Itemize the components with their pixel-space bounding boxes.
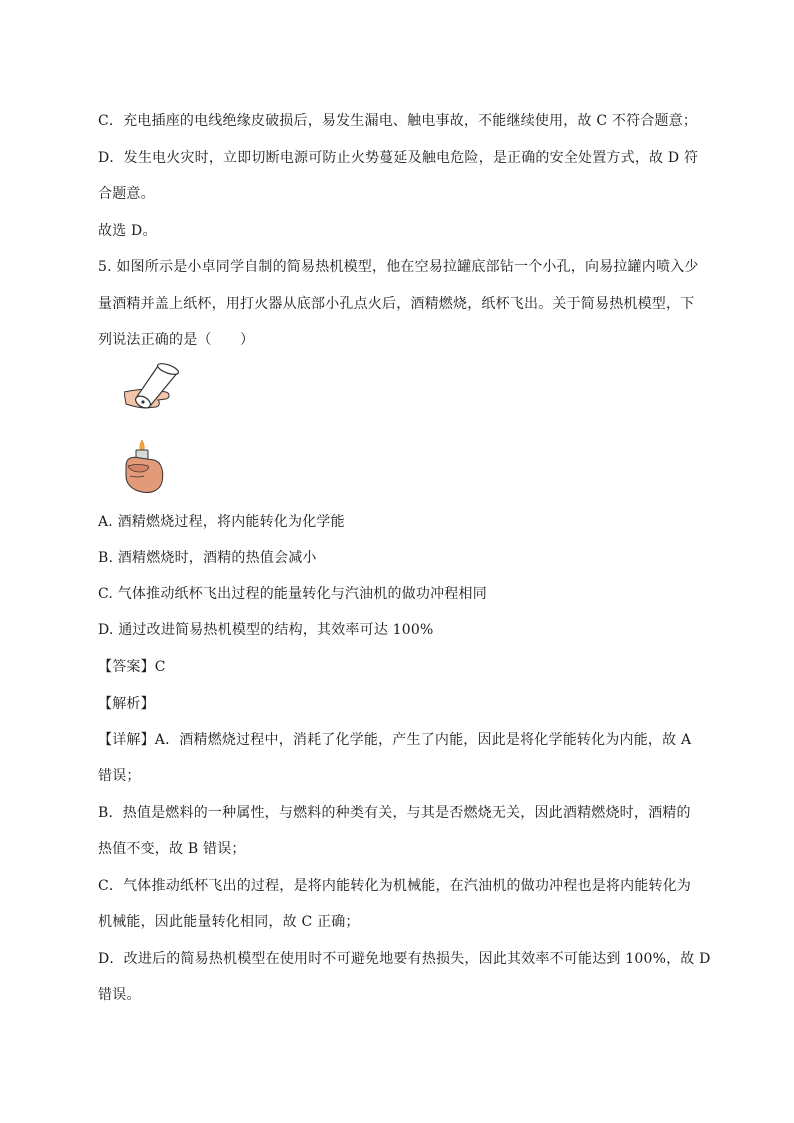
answer-d-text-line1: D．发生电火灾时，立即切断电源可防止火势蔓延及触电危险，是正确的安全处置方式，故 D 符 (98, 150, 699, 166)
fist-icon (126, 457, 163, 492)
analysis-heading: 【解析】 (98, 696, 155, 712)
answer-label: 【答案】C (98, 659, 166, 675)
detail-a-line1: 【详解】A．酒精燃烧过程中，消耗了化学能，产生了内能，因此是将化学能转化为内能，故 A (98, 732, 692, 748)
heat-engine-model-figure (124, 362, 196, 496)
detail-c-line2: 机械能，因此能量转化相同，故 C 正确； (98, 914, 360, 930)
answer-d-text-line2: 合题意。 (98, 186, 155, 202)
option-c: C. 气体推动纸杯飞出过程的能量转化与汽油机的做功冲程相同 (98, 586, 487, 602)
option-d: D. 通过改进简易热机模型的结构，其效率可达 100% (98, 622, 434, 638)
answer-c-text: C．充电插座的电线绝缘皮破损后，易发生漏电、触电事故，不能继续使用，故 C 不符合题意； (98, 113, 698, 129)
detail-b-line2: 热值不变，故 B 错误； (98, 841, 246, 857)
question-stem-line2: 量酒精并盖上纸杯，用打火器从底部小孔点火后，酒精燃烧，纸杯飞出。关于简易热机模型，下 (98, 296, 695, 312)
detail-c-line1: C．气体推动纸杯飞出的过程，是将内能转化为机械能，在汽油机的做功冲程也是将内能转化为 (98, 878, 692, 894)
detail-b-line1: B．热值是燃料的一种属性，与燃料的种类有关，与其是否燃烧无关，因此酒精燃烧时，酒精的 (98, 805, 691, 821)
detail-a-line2: 错误； (98, 768, 141, 784)
question-stem-line3: 列说法正确的是（ ） (98, 332, 255, 348)
conclusion-text: 故选 D。 (98, 223, 157, 239)
option-b: B. 酒精燃烧时，酒精的热值会减小 (98, 550, 317, 566)
detail-d-line2: 错误。 (98, 987, 141, 1003)
option-a: A. 酒精燃烧过程，将内能转化为化学能 (98, 514, 345, 530)
question-stem-line1: 5. 如图所示是小卓同学自制的简易热机模型，他在空易拉罐底部钻一个小孔，向易拉罐内喷入少 (98, 259, 699, 275)
detail-d-line1: D．改进后的简易热机模型在使用时不可避免地要有热损失，因此其效率不可能达到 100%，故 D (98, 951, 711, 967)
